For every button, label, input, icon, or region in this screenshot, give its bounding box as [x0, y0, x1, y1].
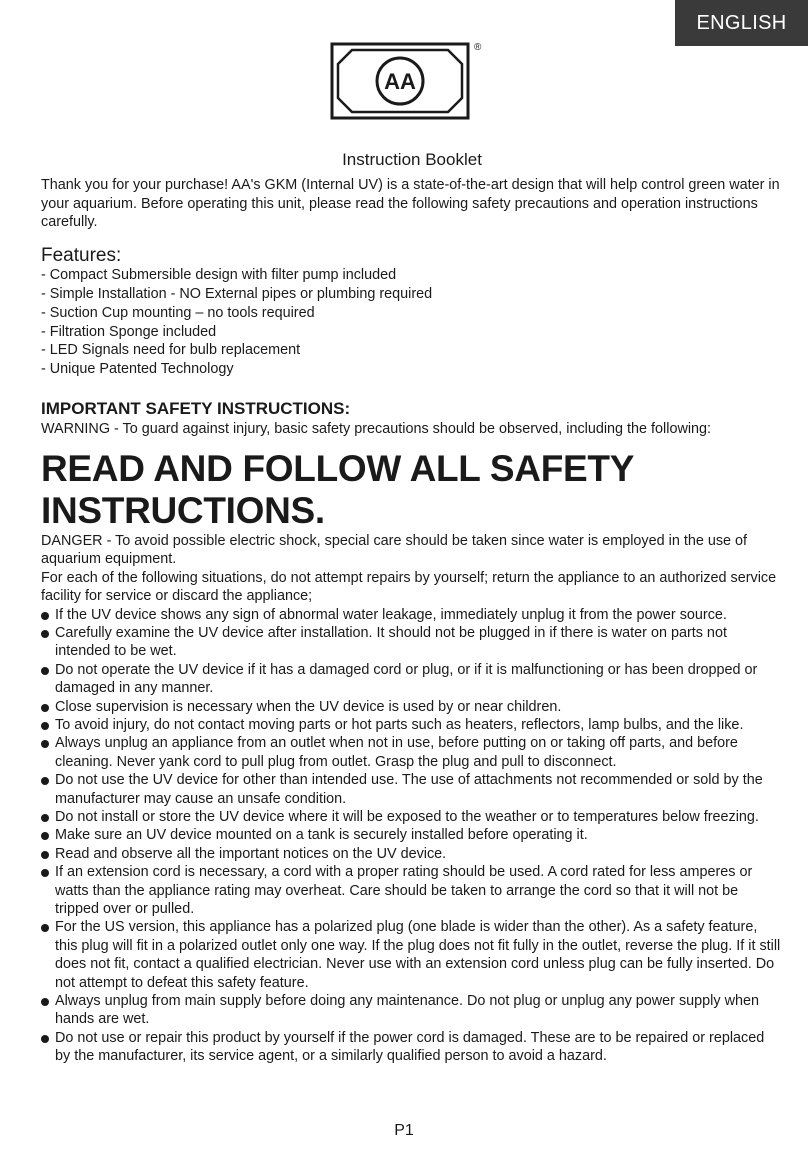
safety-heading: IMPORTANT SAFETY INSTRUCTIONS:	[41, 398, 351, 418]
bullet-icon	[41, 667, 49, 675]
safety-item: Carefully examine the UV device after installation. It should not be plugged in if there is water on parts not intended to be wet.	[41, 624, 783, 661]
safety-item: Read and observe all the important notices on the UV device.	[41, 845, 783, 863]
bullet-icon	[41, 998, 49, 1006]
bullet-icon	[41, 612, 49, 620]
bullet-icon	[41, 1035, 49, 1043]
document-body	[41, 150, 783, 1066]
safety-list	[41, 606, 783, 1066]
danger-text: DANGER - To avoid possible electric shock, special care should be taken since water is employed in the use of aquarium equipment.	[41, 532, 748, 568]
feature-item: - Unique Patented Technology	[41, 361, 234, 378]
safety-item: Do not install or store the UV device where it will be exposed to the weather or to temperatures below freezing.	[41, 808, 783, 826]
feature-item: - Filtration Sponge included	[41, 323, 217, 340]
safety-item: Close supervision is necessary when the UV device is used by or near children.	[41, 698, 783, 716]
safety-item: If the UV device shows any sign of abnormal water leakage, immediately unplug it from the power source.	[41, 606, 783, 624]
features-list	[41, 266, 783, 379]
safety-item: For the US version, this appliance has a polarized plug (one blade is wider than the other). As a safety feature, this plug will fit in a polarized outlet only one way. If the plug does not fit fully in the outlet, reverse the plug. If it still does not fit, contact a qualified electrician. Never use with an extension cord unless plug can be fully inserted. Do not attempt to defeat this safety feature.	[41, 918, 783, 992]
safety-item: Do not use or repair this product by yourself if the power cord is damaged. These are to be repaired or replaced by the manufacturer, its service agent, or a similarly qualified person to avoid a hazard.	[41, 1029, 783, 1066]
bullet-icon	[41, 722, 49, 730]
feature-item: - Compact Submersible design with filter pump included	[41, 267, 397, 284]
read-follow-heading: READ AND FOLLOW ALL SAFETY INSTRUCTIONS.	[41, 447, 634, 531]
bullet-icon	[41, 704, 49, 712]
feature-item: - LED Signals need for bulb replacement	[41, 342, 301, 359]
aa-logo	[330, 42, 470, 125]
bullet-icon	[41, 814, 49, 822]
safety-item: Do not use the UV device for other than intended use. The use of attachments not recommended or sold by the manufacturer may cause an unsafe condition.	[41, 771, 783, 808]
page-number: P1	[394, 1122, 414, 1139]
warning-text: WARNING - To guard against injury, basic safety precautions should be observed, including the following:	[41, 420, 712, 437]
booklet-title: Instruction Booklet	[342, 150, 482, 169]
bullet-icon	[41, 869, 49, 877]
safety-item: If an extension cord is necessary, a cord with a proper rating should be used. A cord rated for less amperes or watts than the appliance rating may overheat. Care should be taken to arrange the cord so that it will not be tripped over or pulled.	[41, 863, 783, 918]
registered-mark: ®	[474, 42, 482, 53]
safety-item: Do not operate the UV device if it has a damaged cord or plug, or if it is malfunctioning or has been dropped or damaged in any manner.	[41, 661, 783, 698]
logo-text: AA	[384, 69, 416, 94]
safety-item: Make sure an UV device mounted on a tank is securely installed before operating it.	[41, 826, 783, 844]
bullet-icon	[41, 851, 49, 859]
features-heading: Features:	[41, 245, 122, 267]
for-each-text: For each of the following situations, do not attempt repairs by yourself; return the appliance to an authorized service facility for service or discard the appliance;	[41, 569, 777, 605]
bullet-icon	[41, 740, 49, 748]
bullet-icon	[41, 630, 49, 638]
bullet-icon	[41, 777, 49, 785]
safety-item: To avoid injury, do not contact moving parts or hot parts such as heaters, reflectors, lamp bulbs, and the like.	[41, 716, 783, 734]
bullet-icon	[41, 832, 49, 840]
intro-paragraph: Thank you for your purchase! AA's GKM (Internal UV) is a state-of-the-art design that will help control green water in your aquarium. Before operating this unit, please read the following safety precautions and operation instructions carefully.	[41, 177, 780, 231]
language-tab: ENGLISH	[675, 0, 808, 46]
feature-item: - Simple Installation - NO External pipes or plumbing required	[41, 285, 433, 302]
safety-item: Always unplug from main supply before doing any maintenance. Do not plug or unplug any power supply when hands are wet.	[41, 992, 783, 1029]
feature-item: - Suction Cup mounting – no tools required	[41, 304, 315, 321]
bullet-icon	[41, 924, 49, 932]
safety-item: Always unplug an appliance from an outlet when not in use, before putting on or taking off parts, and before cleaning. Never yank cord to pull plug from outlet. Grasp the plug and pull to disconnect.	[41, 734, 783, 771]
